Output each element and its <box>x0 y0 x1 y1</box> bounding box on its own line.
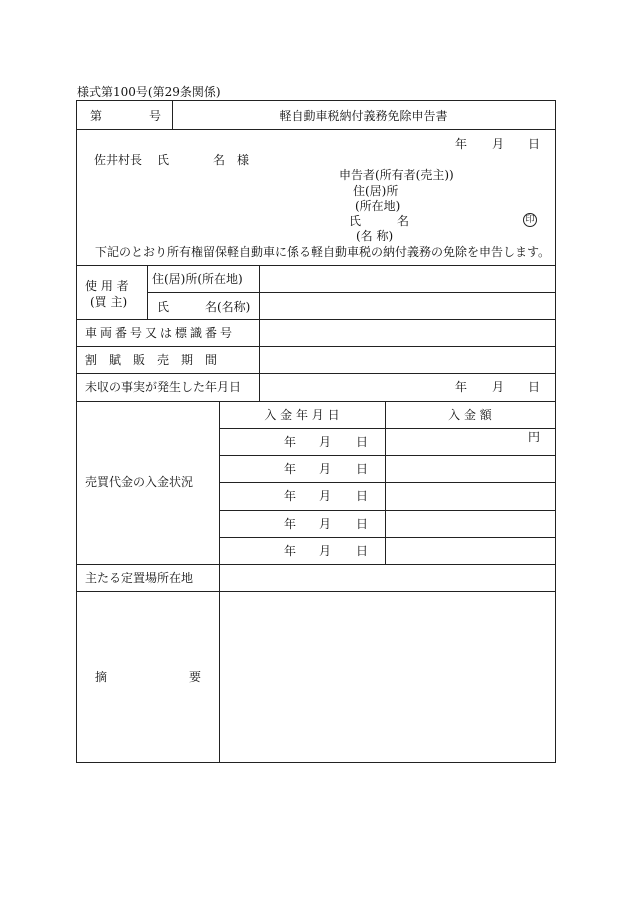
applicant-meisho-label: (名 称) <box>356 229 394 243</box>
payment-row-month: 月 <box>319 435 332 449</box>
currency-unit: 円 <box>528 430 541 444</box>
applicant-label: 申告者(所有者(売主)) <box>339 168 454 182</box>
addressee-name: 名 <box>213 153 226 167</box>
declaration-date-day: 日 <box>528 137 541 151</box>
addressee-shi: 氏 <box>157 153 170 167</box>
vehicle-number-label: 車両番号又は標識番号 <box>85 326 236 340</box>
payment-status-label: 売買代金の入金状況 <box>85 475 194 489</box>
storage-location-label: 主たる定置場所在地 <box>85 571 194 585</box>
number-label-last: 号 <box>149 109 162 123</box>
addressee: 佐井村長 <box>94 153 143 167</box>
unpaid-date-month: 月 <box>492 380 505 394</box>
user-name-shi: 氏 <box>157 300 170 314</box>
payment-row-year: 年 <box>284 489 297 503</box>
declaration-date-year: 年 <box>455 137 468 151</box>
remarks-label-right: 要 <box>189 670 202 684</box>
payment-row-day: 日 <box>356 544 369 558</box>
applicant-address-label: 住(居)所 <box>353 184 399 198</box>
applicant-location-label: (所在地) <box>355 199 401 213</box>
payment-row-day: 日 <box>356 462 369 476</box>
payment-row-year: 年 <box>284 544 297 558</box>
payment-amount-header: 入 金 額 <box>448 408 492 422</box>
user-label-line1: 使 用 者 <box>85 279 129 293</box>
payment-row-year: 年 <box>284 462 297 476</box>
applicant-name-mei: 名 <box>397 214 410 228</box>
unpaid-date-year: 年 <box>455 380 468 394</box>
payment-date-header: 入 金 年 月 日 <box>264 408 340 422</box>
form-number: 様式第100号(第29条関係) <box>77 85 221 99</box>
remarks-label-left: 摘 <box>95 670 108 684</box>
declaration-statement: 下記のとおり所有権留保軽自動車に係る軽自動車税の納付義務の免除を申告します。 <box>95 245 551 259</box>
number-label-first: 第 <box>90 109 103 123</box>
unpaid-date-day: 日 <box>528 380 541 394</box>
payment-row-month: 月 <box>319 462 332 476</box>
payment-row-day: 日 <box>356 517 369 531</box>
payment-row-year: 年 <box>284 517 297 531</box>
applicant-name-shi: 氏 <box>349 214 362 228</box>
user-label-line2: (買 主) <box>90 295 128 309</box>
seal-mark: 印 <box>523 213 537 227</box>
declaration-date-month: 月 <box>492 137 505 151</box>
payment-row-month: 月 <box>319 517 332 531</box>
payment-row-day: 日 <box>356 435 369 449</box>
payment-row-year: 年 <box>284 435 297 449</box>
payment-row-month: 月 <box>319 489 332 503</box>
addressee-sama: 様 <box>237 153 250 167</box>
payment-row-month: 月 <box>319 544 332 558</box>
user-address-label: 住(居)所(所在地) <box>152 272 243 286</box>
declaration-form <box>76 100 556 763</box>
unpaid-date-label: 未収の事実が発生した年月日 <box>85 380 242 394</box>
form-title: 軽自動車税納付義務免除申告書 <box>279 109 448 123</box>
payment-row-day: 日 <box>356 489 369 503</box>
user-name-mei: 名(名称) <box>205 300 251 314</box>
installment-period-label: 割賦販売期間 <box>85 353 230 367</box>
